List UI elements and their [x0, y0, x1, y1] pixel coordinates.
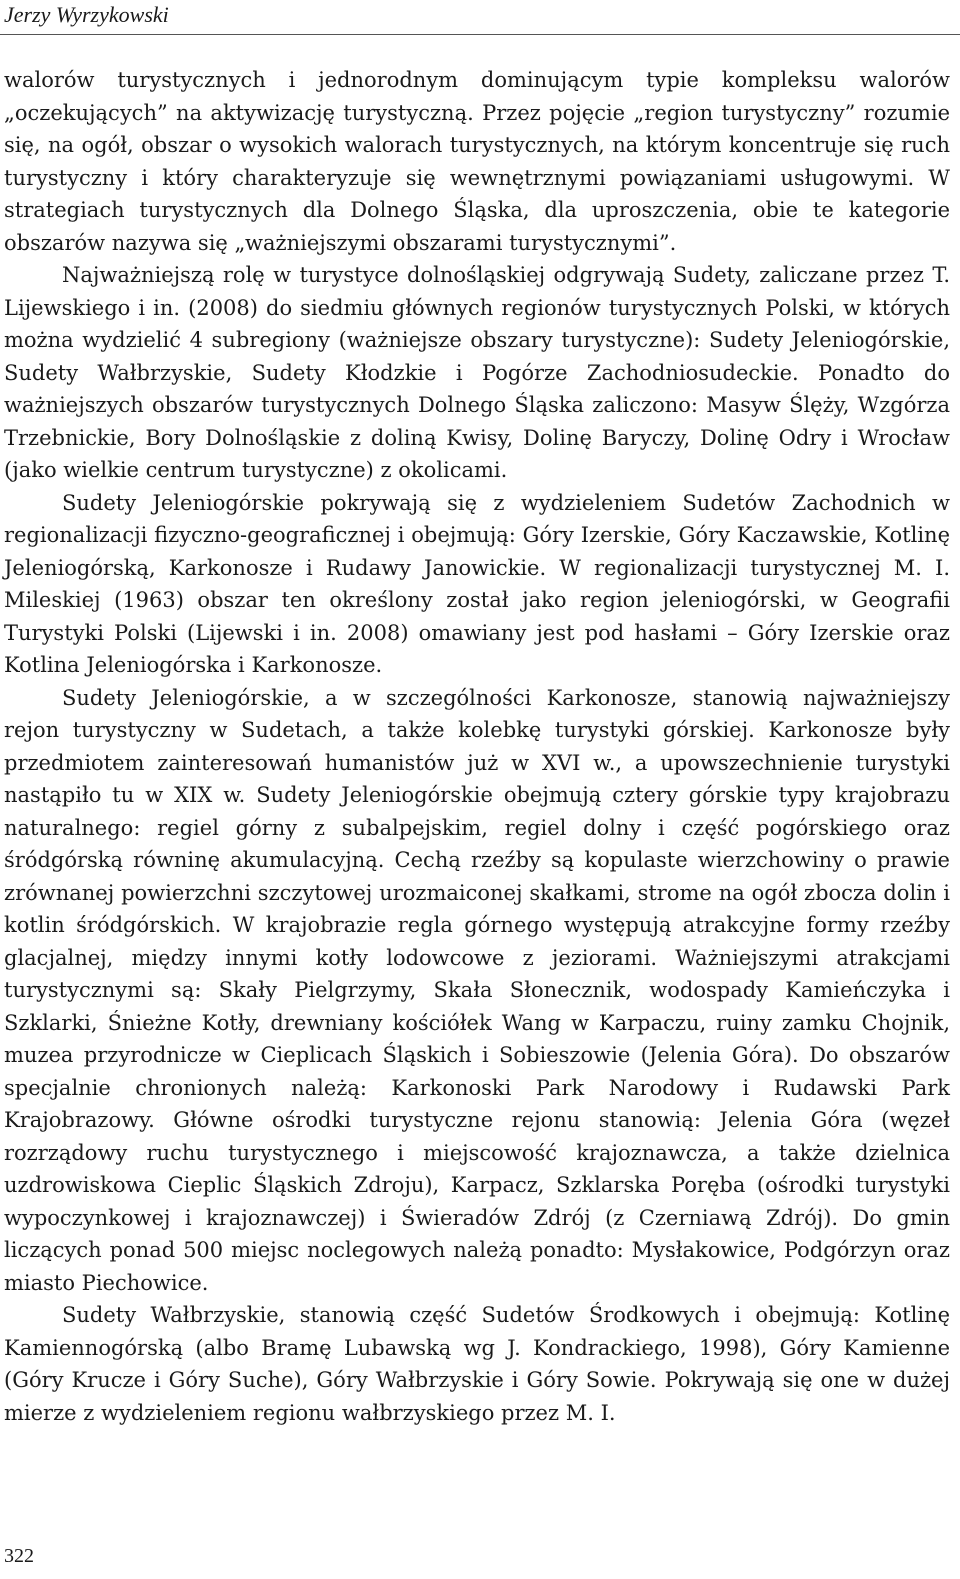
header-divider	[0, 34, 960, 35]
page-number: 322	[4, 1545, 34, 1567]
paragraph: Najważniejszą rolę w turystyce dolnośląskiej odgrywają Sudety, zaliczane przez T. Lijewskiego i in. (2008) do siedmiu głównych regionów turystycznych Polski, w których można wydzielić 4 subregiony (ważniejsze obszary turystyczne): Sudety Jeleniogórskie, Sudety Wałbrzyskie, Sudety Kłodzkie i Pogórze Zachodniosudeckie. Ponadto do ważniejszych obszarów turystycznych Dolnego Śląska zaliczono: Masyw Ślęży, Wzgórza Trzebnickie, Bory Dolnośląskie z doliną Kwisy, Dolinę Baryczy, Dolinę Odry i Wrocław (jako wielkie centrum turystyczne) z okolicami.	[4, 263, 950, 482]
running-header-author: Jerzy Wyrzykowski	[4, 2, 169, 27]
paragraph: Sudety Jeleniogórskie pokrywają się z wydzieleniem Sudetów Zachodnich w regionalizacji fizyczno-geograficznej i obejmują: Góry Izerskie, Góry Kaczawskie, Kotlinę Jeleniogórską, Karkonosze i Rudawy Janowickie. W regionalizacji turystycznej M. I. Mileskiej (1963) obszar ten określony został jako region jeleniogórski, w Geografii Turystyki Polski (Lijewski i in. 2008) omawiany jest pod hasłami – Góry Izerskie oraz Kotlina Jeleniogórska i Karkonosze.	[4, 490, 950, 677]
paragraph: Sudety Jeleniogórskie, a w szczególności Karkonosze, stanowią najważniejszy rejon turystyczny w Sudetach, a także kolebkę turystyki górskiej. Karkonosze były przedmiotem zainteresowań humanistów już w XVI w., a upowszechnienie turystyki nastąpiło tu w XIX w. Sudety Jeleniogórskie obejmują cztery górskie typy krajobrazu naturalnego: regiel górny z subalpejskim, regiel dolny i część pogórskiego oraz śródgórską równinę akumulacyjną. Cechą rzeźby są kopulaste wierzchowiny o prawie zrównanej powierzchni szczytowej urozmaiconej skałkami, strome na ogół zbocza dolin i kotlin śródgórskich. W krajobrazie regla górnego występują atrakcyjne formy rzeźby glacjalnej, między innymi kotły lodowcowe z jeziorami. Ważniejszymi atrakcjami turystycznymi są: Skały Pielgrzymy, Skała Słonecznik, wodospady Kamieńczyka i Szklarki, Śnieżne Kotły, drewniany kościółek Wang w Karpaczu, ruiny zamku Chojnik, muzea przyrodnicze w Cieplicach Śląskich i Sobieszowie (Jelenia Góra). Do obszarów specjalnie chronionych należą: Karkonoski Park Narodowy i Rudawski Park Krajobrazowy. Główne ośrodki turystyczne rejonu stanowią: Jelenia Góra (węzeł rozrządowy ruchu turystycznego i miejscowość krajoznawcza, a także dzielnica uzdrowiskowa Cieplic Śląskich Zdroju), Karpacz, Szklarska Poręba (ośrodki turystyki wypoczynkowej i krajoznawczej) i Świeradów Zdrój (z Czerniawą Zdrój). Do gmin liczących ponad 500 miejsc noclegowych należą ponadto: Mysłakowice, Podgórzyn oraz miasto Piechowice.	[4, 685, 950, 1295]
paragraph: walorów turystycznych i jednorodnym dominującym typie kompleksu walorów „oczekujących” na aktywizację turystyczną. Przez pojęcie „region turystyczny” rozumie się, na ogół, obszar o wysokich walorach turystycznych, na którym koncentruje się ruch turystyczny i który charakteryzuje się wewnętrznymi powiązaniami usługowymi. W strategiach turystycznych dla Dolnego Śląska, dla uproszczenia, obie te kategorie obszarów nazywa się „ważniejszymi obszarami turystycznymi”.	[4, 68, 950, 255]
paragraph: Sudety Wałbrzyskie, stanowią część Sudetów Środkowych i obejmują: Kotlinę Kamiennogórską (albo Bramę Lubawską wg J. Kondrackiego, 1998), Góry Kamienne (Góry Krucze i Góry Suche), Góry Wałbrzyskie i Góry Sowie. Pokrywają się one w dużej mierze z wydzieleniem regionu wałbrzyskiego przez M. I.	[4, 1303, 950, 1425]
body-text	[4, 64, 950, 1429]
